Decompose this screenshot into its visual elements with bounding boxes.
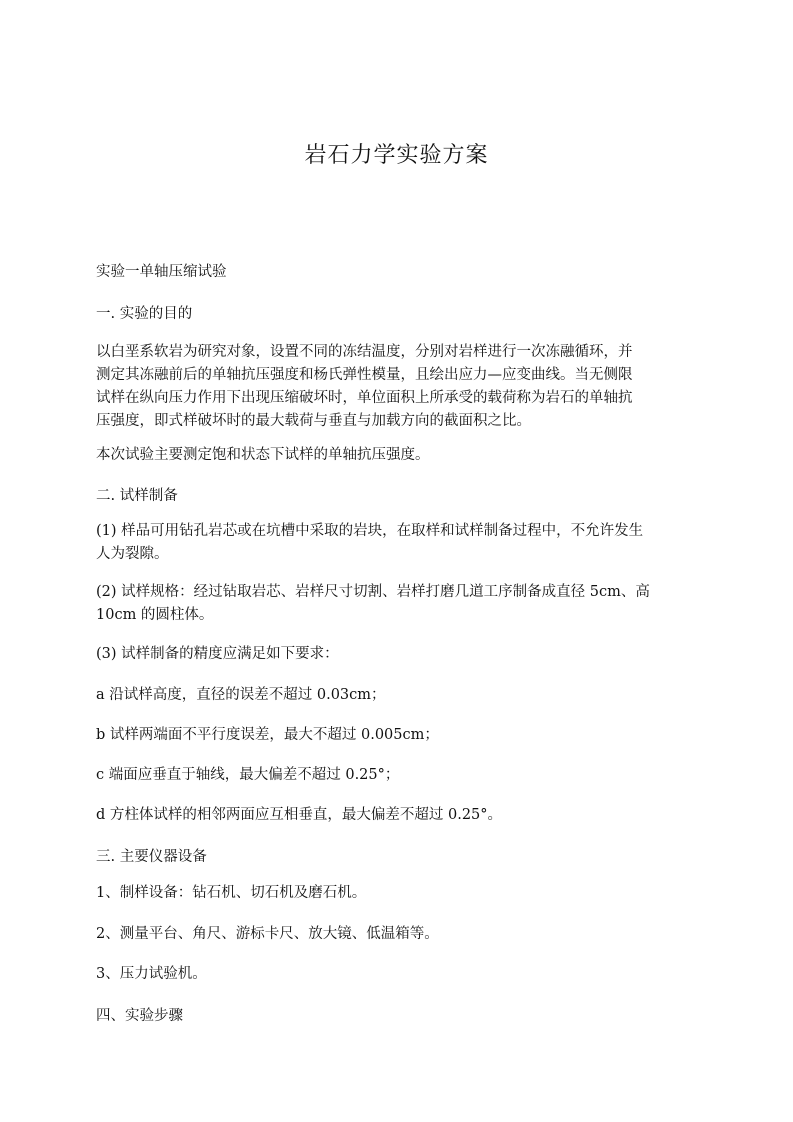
section-heading-purpose: 一. 实验的目的 bbox=[96, 306, 193, 322]
paragraph-line: 测定其冻融前后的单轴抗压强度和杨氏弹性模量，且绘出应力—应变曲线。当无侧限 bbox=[96, 367, 633, 383]
sample-prep-item-3: (3) 试样制备的精度应满足如下要求： bbox=[96, 646, 339, 662]
paragraph-line: 以白垩系软岩为研究对象，设置不同的冻结温度，分别对岩样进行一次冻融循环，并 bbox=[96, 344, 633, 360]
equipment-item-3: 3、压力试验机。 bbox=[96, 966, 207, 982]
sample-prep-item-2 bbox=[96, 581, 700, 627]
section-heading-procedure: 四、实验步骤 bbox=[96, 1008, 183, 1024]
section-heading-equipment: 三. 主要仪器设备 bbox=[96, 849, 207, 865]
requirement-b: b 试样两端面不平行度误差，最大不超过 0.005cm； bbox=[96, 727, 439, 743]
sample-prep-item-1 bbox=[96, 520, 700, 566]
requirement-d: d 方柱体试样的相邻两面应互相垂直，最大偏差不超过 0.25°。 bbox=[96, 807, 503, 823]
section-heading-sample-prep: 二. 试样制备 bbox=[96, 488, 178, 504]
document-title: 岩石力学实验方案 bbox=[304, 143, 489, 168]
equipment-item-1: 1、制样设备：钻石机、切石机及磨石机。 bbox=[96, 885, 367, 901]
equipment-item-2: 2、测量平台、角尺、游标卡尺、放大镜、低温箱等。 bbox=[96, 926, 439, 942]
paragraph-line: 人为裂隙。 bbox=[96, 546, 169, 562]
paragraph-scope: 本次试验主要测定饱和状态下试样的单轴抗压强度。 bbox=[96, 447, 430, 463]
paragraph-line: 10cm 的圆柱体。 bbox=[96, 607, 214, 623]
paragraph-line: 压强度，即式样破坏时的最大载荷与垂直与加载方向的截面积之比。 bbox=[96, 413, 531, 429]
requirement-a: a 沿试样高度，直径的误差不超过 0.03cm； bbox=[96, 687, 386, 703]
paragraph-purpose bbox=[96, 341, 700, 433]
paragraph-line: (1) 样品可用钻孔岩芯或在坑槽中采取的岩块，在取样和试样制备过程中，不允许发生 bbox=[96, 523, 644, 539]
experiment-title: 实验一单轴压缩试验 bbox=[96, 264, 227, 280]
requirement-c: c 端面应垂直于轴线，最大偏差不超过 0.25°； bbox=[96, 767, 400, 783]
paragraph-line: (2) 试样规格：经过钻取岩芯、岩样尺寸切割、岩样打磨几道工序制备成直径 5cm、高 bbox=[96, 584, 650, 600]
paragraph-line: 试样在纵向压力作用下出现压缩破坏时，单位面积上所承受的载荷称为岩石的单轴抗 bbox=[96, 390, 633, 406]
